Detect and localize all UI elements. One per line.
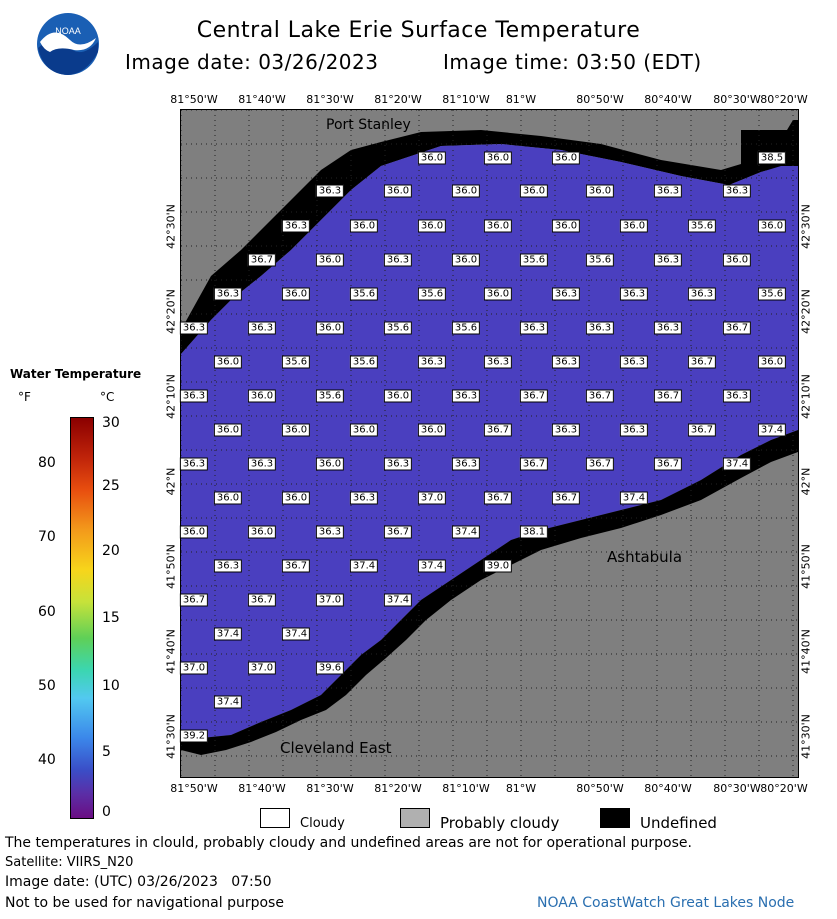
temperature-label: 36.7 — [654, 390, 682, 403]
temperature-label: 37.0 — [316, 594, 344, 607]
lon-label: 81°10'W — [442, 93, 490, 106]
temperature-label: 35.6 — [282, 356, 310, 369]
temperature-label: 36.3 — [418, 356, 446, 369]
temperature-label: 36.0 — [586, 185, 614, 198]
colorbar-f-tick: 80 — [38, 455, 56, 471]
temperature-label: 37.4 — [452, 526, 480, 539]
temperature-label: 36.0 — [758, 356, 786, 369]
temperature-label: 36.0 — [520, 185, 548, 198]
temperature-label: 36.7 — [520, 458, 548, 471]
temperature-label: 36.0 — [484, 288, 512, 301]
lat-label: 41°40'N — [799, 629, 813, 674]
temperature-label: 36.7 — [688, 356, 716, 369]
lon-label: 81°40'W — [238, 782, 286, 795]
temperature-label: 36.3 — [723, 390, 751, 403]
lon-label: 80°50'W — [576, 93, 624, 106]
temperature-label: 36.3 — [620, 356, 648, 369]
temperature-label: 36.7 — [248, 254, 276, 267]
lon-label: 80°40'W — [644, 782, 692, 795]
temperature-label: 36.3 — [654, 254, 682, 267]
temperature-label: 36.3 — [316, 526, 344, 539]
colorbar-unit-f: °F — [18, 390, 31, 404]
temperature-label: 36.0 — [620, 220, 648, 233]
lon-label: 81°20'W — [374, 782, 422, 795]
lat-label: 42°20'N — [799, 289, 813, 334]
temperature-label: 36.0 — [484, 152, 512, 165]
temperature-label: 36.3 — [552, 288, 580, 301]
temperature-label: 35.6 — [452, 322, 480, 335]
map-svg — [181, 110, 798, 777]
temperature-label: 37.4 — [384, 594, 412, 607]
temperature-label: 36.7 — [282, 560, 310, 573]
lat-label: 42°10'N — [164, 374, 178, 419]
temperature-label: 35.6 — [384, 322, 412, 335]
temperature-label: 36.7 — [520, 390, 548, 403]
lon-label: 81°50'W — [170, 782, 218, 795]
temperature-label: 36.3 — [552, 356, 580, 369]
lat-label: 42°30'N — [799, 204, 813, 249]
temperature-label: 39.0 — [484, 560, 512, 573]
temperature-label: 36.7 — [384, 526, 412, 539]
temperature-label: 36.0 — [180, 526, 208, 539]
lon-label: 81°30'W — [306, 93, 354, 106]
colorbar-f-tick: 50 — [38, 678, 56, 694]
temperature-label: 37.4 — [214, 696, 242, 709]
lon-label: 81°40'W — [238, 93, 286, 106]
temperature-label: 36.7 — [586, 458, 614, 471]
lon-label: 80°40'W — [644, 93, 692, 106]
footer-satellite: Satellite: VIIRS_N20 — [5, 855, 134, 870]
page-title: Central Lake Erie Surface Temperature — [196, 18, 641, 43]
footer-disclaimer: The temperatures in clould, probably cloudy and undefined areas are not for operational purpose. — [5, 835, 692, 851]
image-date: Image date: 03/26/2023 — [125, 50, 379, 74]
temperature-label: 36.7 — [180, 594, 208, 607]
lat-label: 42°N — [164, 467, 178, 496]
temperature-label: 36.3 — [214, 288, 242, 301]
temperature-label: 36.0 — [214, 492, 242, 505]
colorbar-f-tick: 60 — [38, 604, 56, 620]
footer-credit: NOAA CoastWatch Great Lakes Node — [537, 895, 795, 911]
lat-label: 42°10'N — [799, 374, 813, 419]
lat-label: 41°40'N — [164, 629, 178, 674]
lat-label: 42°N — [799, 467, 813, 496]
temperature-label: 36.3 — [282, 220, 310, 233]
temperature-label: 36.0 — [384, 185, 412, 198]
temperature-label: 36.3 — [484, 356, 512, 369]
lat-label: 41°50'N — [164, 544, 178, 589]
lon-label: 81°50'W — [170, 93, 218, 106]
temperature-label: 36.3 — [620, 288, 648, 301]
lon-label: 81°30'W — [306, 782, 354, 795]
temperature-label: 36.0 — [214, 424, 242, 437]
lat-label: 42°20'N — [164, 289, 178, 334]
temperature-label: 36.0 — [214, 356, 242, 369]
temperature-label: 36.0 — [723, 254, 751, 267]
temperature-label: 36.0 — [484, 220, 512, 233]
temperature-label: 38.5 — [758, 152, 786, 165]
temperature-label: 37.4 — [418, 560, 446, 573]
temperature-label: 37.0 — [248, 662, 276, 675]
lon-label: 80°20'W — [760, 782, 808, 795]
city-ashtabula: Ashtabula — [607, 548, 683, 566]
temperature-label: 36.7 — [688, 424, 716, 437]
legend-probably-cloudy-label: Probably cloudy — [440, 814, 560, 832]
temperature-label: 35.6 — [758, 288, 786, 301]
temperature-label: 36.3 — [248, 322, 276, 335]
lon-label: 81°10'W — [442, 782, 490, 795]
temperature-label: 36.7 — [484, 424, 512, 437]
lat-label: 41°50'N — [799, 544, 813, 589]
colorbar-c-tick: 10 — [102, 678, 120, 694]
legend-undefined-label: Undefined — [640, 814, 717, 832]
map-panel — [180, 109, 799, 778]
temperature-label: 36.0 — [248, 390, 276, 403]
temperature-label: 36.3 — [248, 458, 276, 471]
temperature-label: 36.3 — [214, 560, 242, 573]
temperature-label: 36.0 — [282, 492, 310, 505]
colorbar — [70, 417, 94, 819]
temperature-label: 36.0 — [418, 220, 446, 233]
temperature-label: 38.1 — [520, 526, 548, 539]
lon-label: 81°20'W — [374, 93, 422, 106]
temperature-label: 35.6 — [350, 288, 378, 301]
lon-label: 80°30'W — [713, 93, 761, 106]
temperature-label: 36.3 — [316, 185, 344, 198]
temperature-label: 36.3 — [688, 288, 716, 301]
temperature-label: 36.0 — [316, 254, 344, 267]
temperature-label: 36.0 — [552, 220, 580, 233]
temperature-label: 36.0 — [350, 424, 378, 437]
temperature-label: 36.3 — [620, 424, 648, 437]
temperature-label: 36.3 — [654, 322, 682, 335]
legend-probably-cloudy-swatch — [400, 808, 430, 828]
temperature-label: 37.0 — [180, 662, 208, 675]
temperature-label: 37.4 — [723, 458, 751, 471]
colorbar-f-tick: 40 — [38, 752, 56, 768]
temperature-label: 37.4 — [214, 628, 242, 641]
lon-label: 80°30'W — [713, 782, 761, 795]
temperature-label: 35.6 — [350, 356, 378, 369]
lon-label: 80°20'W — [760, 93, 808, 106]
temperature-label: 36.3 — [384, 458, 412, 471]
temperature-label: 37.4 — [620, 492, 648, 505]
temperature-label: 36.3 — [180, 390, 208, 403]
temperature-label: 35.6 — [586, 254, 614, 267]
city-port-stanley: Port Stanley — [326, 117, 411, 133]
temperature-label: 36.7 — [586, 390, 614, 403]
temperature-label: 36.0 — [452, 254, 480, 267]
temperature-label: 35.6 — [688, 220, 716, 233]
temperature-label: 35.6 — [316, 390, 344, 403]
temperature-label: 37.4 — [758, 424, 786, 437]
temperature-label: 39.2 — [180, 730, 208, 743]
temperature-label: 36.0 — [282, 424, 310, 437]
temperature-label: 36.7 — [484, 492, 512, 505]
temperature-label: 36.7 — [552, 492, 580, 505]
legend-cloudy-label: Cloudy — [300, 816, 345, 831]
temperature-label: 36.7 — [248, 594, 276, 607]
temperature-label: 36.0 — [758, 220, 786, 233]
lat-label: 41°30'N — [164, 714, 178, 759]
colorbar-c-tick: 15 — [102, 610, 120, 626]
lat-label: 41°30'N — [799, 714, 813, 759]
temperature-label: 36.0 — [248, 526, 276, 539]
temperature-label: 36.3 — [520, 322, 548, 335]
temperature-label: 36.3 — [452, 458, 480, 471]
temperature-label: 36.0 — [384, 390, 412, 403]
colorbar-c-tick: 20 — [102, 543, 120, 559]
temperature-label: 39.6 — [316, 662, 344, 675]
temperature-label: 36.0 — [452, 185, 480, 198]
lon-label: 81°W — [505, 93, 537, 106]
temperature-label: 36.0 — [552, 152, 580, 165]
temperature-label: 36.3 — [452, 390, 480, 403]
temperature-label: 36.0 — [316, 458, 344, 471]
temperature-label: 35.6 — [418, 288, 446, 301]
temperature-label: 36.0 — [316, 322, 344, 335]
temperature-label: 36.0 — [418, 424, 446, 437]
colorbar-c-tick: 30 — [102, 415, 120, 431]
temperature-label: 36.3 — [350, 492, 378, 505]
temperature-label: 37.0 — [418, 492, 446, 505]
svg-text:NOAA: NOAA — [55, 26, 81, 36]
temperature-label: 36.3 — [180, 458, 208, 471]
legend-undefined-swatch — [600, 808, 630, 828]
temperature-label: 36.3 — [654, 185, 682, 198]
image-time: Image time: 03:50 (EDT) — [443, 50, 702, 74]
colorbar-c-tick: 5 — [102, 744, 111, 760]
footer-nav: Not to be used for navigational purpose — [5, 895, 284, 911]
footer-utc-date: Image date: (UTC) 03/26/2023 07:50 — [5, 874, 272, 890]
lon-label: 80°50'W — [576, 782, 624, 795]
temperature-label: 37.4 — [282, 628, 310, 641]
temperature-label: 35.6 — [520, 254, 548, 267]
temperature-label: 36.3 — [552, 424, 580, 437]
temperature-label: 36.7 — [723, 322, 751, 335]
colorbar-f-tick: 70 — [38, 529, 56, 545]
colorbar-unit-c: °C — [100, 390, 115, 404]
temperature-label: 36.3 — [586, 322, 614, 335]
legend-cloudy-swatch — [260, 808, 290, 828]
temperature-label: 36.0 — [282, 288, 310, 301]
temperature-label: 36.0 — [350, 220, 378, 233]
lat-label: 42°30'N — [164, 204, 178, 249]
temperature-label: 36.7 — [654, 458, 682, 471]
temperature-label: 36.3 — [723, 185, 751, 198]
temperature-label: 36.0 — [418, 152, 446, 165]
temperature-label: 37.4 — [350, 560, 378, 573]
city-cleveland-east: Cleveland East — [280, 739, 392, 757]
temperature-label: 36.3 — [180, 322, 208, 335]
colorbar-c-tick: 25 — [102, 478, 120, 494]
colorbar-title: Water Temperature — [10, 367, 142, 381]
lon-label: 81°W — [505, 782, 537, 795]
colorbar-c-tick: 0 — [102, 804, 111, 820]
temperature-label: 36.3 — [384, 254, 412, 267]
